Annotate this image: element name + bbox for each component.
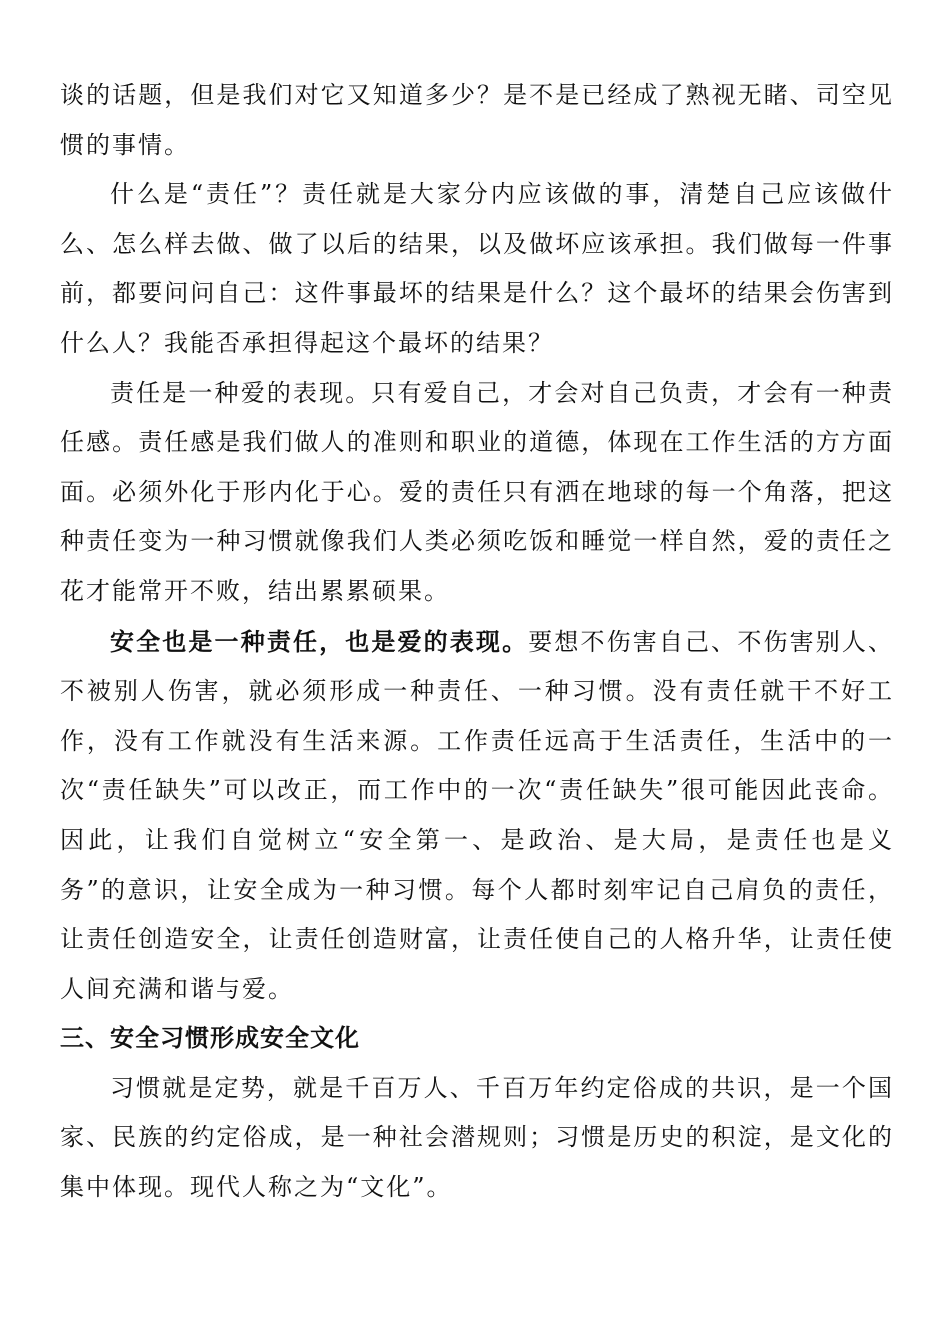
paragraph-what-is-responsibility: 什么是“责任”？责任就是大家分内应该做的事，清楚自己应该做什么、怎么样去做、做了以后的结果，以及做坏应该承担。我们做每一件事前，都要问问自己：这件事最坏的结果是什么？这个最坏的结果会伤害到什么人？我能否承担得起这个最坏的结果？ (60, 180, 894, 357)
paragraph-lead-bold: 安全也是一种责任，也是爱的表现。 (110, 626, 529, 656)
section-heading: 三、安全习惯形成安全文化 (60, 1024, 360, 1053)
paragraph-body: 要想不伤害自己、不伤害别人、不被别人伤害，就必须形成一种责任、一种习惯。没有责任就干不好工作，没有工作就没有生活来源。工作责任远高于生活责任，生活中的一次“责任缺失”可以改正，而工作中的一次“责任缺失”很可能因此丧命。因此，让我们自觉树立“安全第一、是政治、是大局，是责任也是义务”的意识，让安全成为一种习惯。每个人都时刻牢记自己肩负的责任，让责任创造安全，让责任创造财富，让责任使自己的人格升华，让责任使人间充满和谐与爱。 (60, 627, 895, 1003)
paragraph-habit-culture: 习惯就是定势，就是千百万人、千百万年约定俗成的共识，是一个国家、民族的约定俗成，是一种社会潜规则；习惯是历史的积淀，是文化的集中体现。现代人称之为“文化”。 (60, 1073, 894, 1202)
paragraph-continued: 谈的话题，但是我们对它又知道多少？是不是已经成了熟视无睹、司空见惯的事情。 (60, 81, 894, 159)
document-page (60, 71, 894, 1213)
paragraph-safety-responsibility (60, 617, 894, 1015)
paragraph-responsibility-love: 责任是一种爱的表现。只有爱自己，才会对自己负责，才会有一种责任感。责任感是我们做人的准则和职业的道德，体现在工作生活的方方面面。必须外化于形内化于心。爱的责任只有洒在地球的每一个角落，把这种责任变为一种习惯就像我们人类必须吃饭和睡觉一样自然，爱的责任之花才能常开不败，结出累累硕果。 (60, 378, 894, 605)
